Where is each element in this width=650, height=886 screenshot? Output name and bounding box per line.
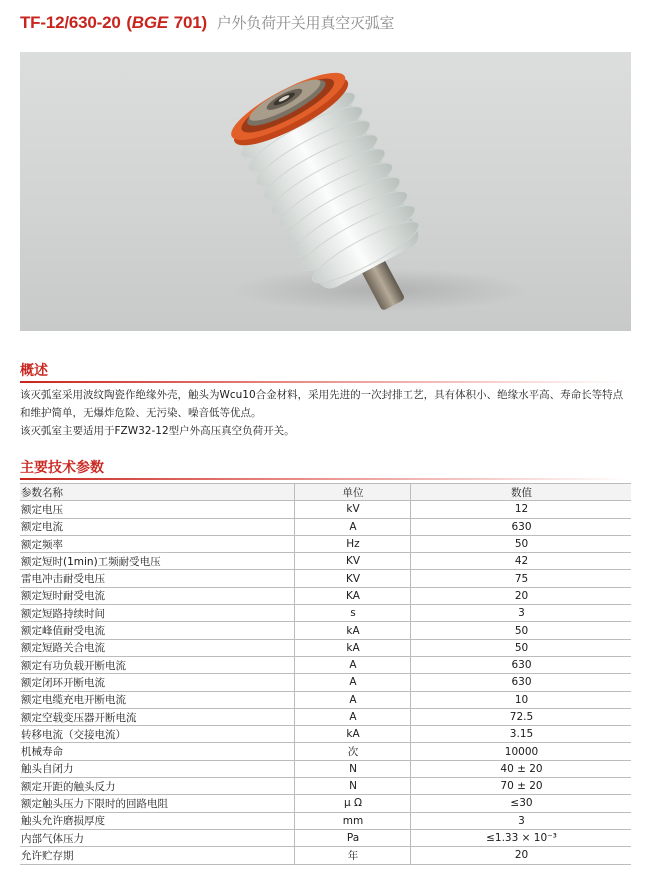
table-row <box>20 743 631 760</box>
param-value: 3 <box>411 605 632 622</box>
param-name: 额定峰值耐受电流 <box>20 622 295 639</box>
param-value: 10 <box>411 691 632 708</box>
param-value: 75 <box>411 570 632 587</box>
param-name: 额定电缆充电开断电流 <box>20 691 295 708</box>
param-name: 触头允许磨损厚度 <box>20 812 295 829</box>
param-value: 40 ± 20 <box>411 760 632 777</box>
table-row <box>20 518 631 535</box>
param-value: 50 <box>411 535 632 552</box>
param-value: 3 <box>411 812 632 829</box>
param-name: 触头自闭力 <box>20 760 295 777</box>
brand-logo: BGE <box>131 13 169 32</box>
table-row <box>20 639 631 656</box>
param-unit: KV <box>295 553 411 570</box>
param-unit: 次 <box>295 743 411 760</box>
product-photo <box>20 52 631 331</box>
param-name: 额定频率 <box>20 535 295 552</box>
param-name: 额定触头压力下限时的回路电阻 <box>20 795 295 812</box>
param-unit: μ Ω <box>295 795 411 812</box>
table-row <box>20 501 631 518</box>
param-value: 630 <box>411 674 632 691</box>
param-value: 20 <box>411 847 632 864</box>
param-unit: Hz <box>295 535 411 552</box>
param-name: 机械寿命 <box>20 743 295 760</box>
param-name: 额定短时(1min)工频耐受电压 <box>20 553 295 570</box>
table-row <box>20 812 631 829</box>
param-value: 70 ± 20 <box>411 778 632 795</box>
header-param: 参数名称 <box>20 484 295 501</box>
param-name: 转移电流（交接电流） <box>20 726 295 743</box>
table-row <box>20 760 631 777</box>
table-row <box>20 570 631 587</box>
param-value: 630 <box>411 656 632 673</box>
table-row <box>20 656 631 673</box>
param-name: 额定闭环开断电流 <box>20 674 295 691</box>
param-unit: s <box>295 605 411 622</box>
table-row <box>20 847 631 864</box>
param-unit: Pa <box>295 829 411 846</box>
param-name: 内部气体压力 <box>20 829 295 846</box>
param-name: 额定短时耐受电流 <box>20 587 295 604</box>
vacuum-interrupter-illustration <box>20 52 631 331</box>
model-number: TF-12/630-20 <box>20 13 121 32</box>
param-unit: KV <box>295 570 411 587</box>
product-description: 户外负荷开关用真空灭弧室 <box>216 14 395 32</box>
param-unit: 年 <box>295 847 411 864</box>
header-unit: 单位 <box>295 484 411 501</box>
table-row <box>20 829 631 846</box>
param-unit: A <box>295 656 411 673</box>
param-unit: KA <box>295 587 411 604</box>
param-unit: A <box>295 708 411 725</box>
param-unit: kA <box>295 622 411 639</box>
table-row <box>20 795 631 812</box>
spec-table <box>20 483 631 865</box>
param-value: ≤30 <box>411 795 632 812</box>
param-unit: kA <box>295 639 411 656</box>
param-unit: A <box>295 518 411 535</box>
table-header-row <box>20 484 631 501</box>
table-row <box>20 535 631 552</box>
table-row <box>20 587 631 604</box>
table-row <box>20 553 631 570</box>
param-value: 50 <box>411 622 632 639</box>
param-unit: N <box>295 760 411 777</box>
overview-heading: 概述 <box>20 360 48 380</box>
param-unit: A <box>295 691 411 708</box>
param-value: 42 <box>411 553 632 570</box>
table-row <box>20 708 631 725</box>
param-value: 3.15 <box>411 726 632 743</box>
param-name: 额定开距的触头反力 <box>20 778 295 795</box>
param-name: 允许贮存期 <box>20 847 295 864</box>
param-unit: N <box>295 778 411 795</box>
param-name: 额定短路关合电流 <box>20 639 295 656</box>
overview-paragraph-2: 该灭弧室主要适用于FZW32-12型户外高压真空负荷开关。 <box>20 425 295 437</box>
param-name: 额定短路持续时间 <box>20 605 295 622</box>
param-unit: kA <box>295 726 411 743</box>
param-value: 10000 <box>411 743 632 760</box>
param-value: ≤1.33 × 10⁻³ <box>411 829 632 846</box>
param-value: 20 <box>411 587 632 604</box>
param-unit: mm <box>295 812 411 829</box>
param-name: 雷电冲击耐受电压 <box>20 570 295 587</box>
param-name: 额定空载变压器开断电流 <box>20 708 295 725</box>
param-name: 额定电压 <box>20 501 295 518</box>
param-value: 630 <box>411 518 632 535</box>
model-code: 701 <box>173 13 202 32</box>
table-row <box>20 778 631 795</box>
param-name: 额定电流 <box>20 518 295 535</box>
param-value: 12 <box>411 501 632 518</box>
param-value: 50 <box>411 639 632 656</box>
page-title: TF-12/630-20 (BGE 701) 户外负荷开关用真空灭弧室 <box>20 13 395 32</box>
table-row <box>20 605 631 622</box>
table-row <box>20 691 631 708</box>
param-value: 72.5 <box>411 708 632 725</box>
table-row <box>20 622 631 639</box>
param-unit: kV <box>295 501 411 518</box>
table-row <box>20 674 631 691</box>
header-value: 数值 <box>411 484 632 501</box>
specs-heading: 主要技术参数 <box>20 457 104 477</box>
param-name: 额定有功负载开断电流 <box>20 656 295 673</box>
overview-paragraph-1: 该灭弧室采用波纹陶瓷作绝缘外壳，触头为Wcu10合金材料，采用先进的一次封排工艺，具有体积小、绝缘水平高、寿命长等特点和维护简单，无爆炸危险、无污染、噪音低等优点。 <box>20 389 624 419</box>
table-row <box>20 726 631 743</box>
param-unit: A <box>295 674 411 691</box>
